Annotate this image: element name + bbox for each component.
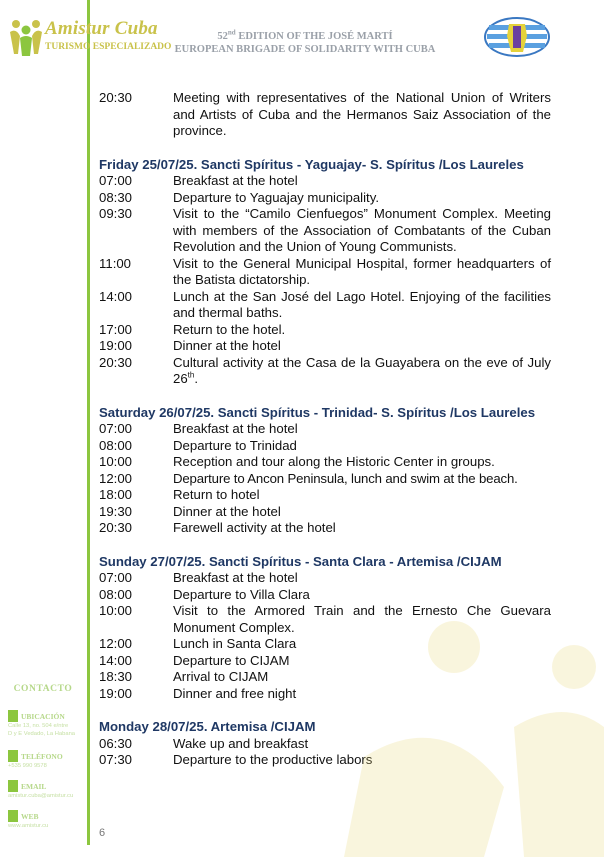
schedule-description: Farewell activity at the hotel — [173, 520, 336, 535]
schedule-description: Arrival to CIJAM — [173, 669, 269, 684]
schedule-row — [99, 90, 551, 140]
schedule-description: Reception and tour along the Historic Center in groups. — [173, 454, 495, 469]
schedule-time: 08:30 — [99, 189, 133, 205]
schedule-row — [99, 504, 551, 521]
contact-location-label: UBICACIÓN — [21, 711, 65, 721]
schedule-row — [99, 471, 551, 488]
contact-phone — [8, 750, 86, 770]
contact-phone-value: +535 990 9578 — [8, 763, 47, 769]
schedule-time: 07:30 — [99, 752, 133, 767]
schedule-time: 19:00 — [99, 685, 133, 701]
contact-web-value: www.amistur.cu — [8, 823, 49, 829]
amistur-logo — [8, 16, 172, 64]
schedule-description: Cultural activity at the Casa de la Guayabera on the eve of July 26th. — [173, 354, 551, 386]
schedule-description: Breakfast at the hotel — [173, 421, 298, 436]
contact-location — [8, 710, 86, 738]
schedule-row — [99, 206, 551, 256]
schedule-description: Wake up and breakfast — [173, 735, 309, 751]
schedule-description: Breakfast at the hotel — [173, 570, 298, 585]
schedule-description: Departure to Yaguajay municipality. — [173, 189, 379, 205]
contact-location-line2: D y E Vedado, La Habana — [8, 731, 76, 737]
schedule-time: 12:00 — [99, 636, 133, 651]
email-icon — [8, 780, 18, 792]
schedule-description: Dinner and free night — [173, 685, 297, 701]
contact-location-line1: Calle 13, no. 504 e/ntre — [8, 723, 69, 729]
contact-phone-label: TELÉFONO — [21, 751, 63, 761]
schedule-description: Visit to the General Municipal Hospital, former headquarters of the Batista dictatorship. — [173, 255, 551, 287]
schedule-time: 20:30 — [99, 520, 133, 535]
logo-subtitle: TURISMO ESPECIALIZADO — [45, 42, 172, 52]
schedule-row — [99, 173, 551, 190]
schedule-time: 19:00 — [99, 338, 133, 353]
globe-icon — [8, 810, 18, 822]
schedule-row — [99, 421, 551, 438]
schedule-description: Breakfast at the hotel — [173, 173, 298, 188]
contact-web-label: WEB — [21, 811, 39, 821]
schedule-time: 20:30 — [99, 90, 133, 105]
day-title-monday: Monday 28/07/25. Artemisa /CIJAM — [99, 719, 316, 734]
schedule-description: Departure to Ancon Peninsula, lunch and swim at the beach. — [173, 470, 518, 486]
schedule-row — [99, 355, 551, 388]
schedule-time: 09:30 — [99, 206, 133, 221]
header-title-line1: 52nd EDITION OF THE JOSÉ MARTÍ — [217, 28, 393, 42]
schedule-description: Visit to the “Camilo Cienfuegos” Monument Complex. Meeting with members of the Association of Combatants of the Cuban Revolution and the Union of Young Communists. — [173, 206, 551, 254]
schedule-description: Visit to the Armored Train and the Ernesto Che Guevara Monument Complex. — [173, 603, 551, 635]
schedule-description: Departure to Trinidad — [173, 437, 297, 453]
schedule-description: Meeting with representatives of the National Union of Writers and Artists of Cuba and the Hermanos Saiz Association of the province. — [173, 90, 551, 138]
schedule-description: Departure to the productive labors — [173, 752, 373, 767]
logo-name: Amistur Cuba — [45, 18, 158, 39]
schedule-time: 06:30 — [99, 735, 133, 751]
brigade-emblem-icon — [483, 16, 551, 58]
schedule-time: 07:00 — [99, 173, 133, 188]
schedule-time: 10:00 — [99, 603, 133, 618]
phone-icon — [8, 750, 18, 762]
schedule-time: 12:00 — [99, 470, 133, 486]
schedule-time: 14:00 — [99, 288, 133, 304]
schedule-time: 08:00 — [99, 586, 133, 602]
contact-web — [8, 810, 86, 830]
schedule-time: 07:00 — [99, 570, 133, 585]
contact-email-label: EMAIL — [21, 781, 47, 791]
schedule-description: Return to hotel — [173, 487, 260, 502]
day-title-sunday: Sunday 27/07/25. Sancti Spíritus - Santa Clara - Artemisa /CIJAM — [99, 553, 502, 569]
people-icon — [8, 18, 44, 58]
day-title-friday: Friday 25/07/25. Sancti Spíritus - Yaguajay- S. Spíritus /Los Laureles — [99, 156, 524, 172]
schedule-row — [99, 487, 551, 504]
schedule-time: 14:00 — [99, 652, 133, 668]
schedule-row — [99, 454, 551, 471]
schedule-row — [99, 438, 551, 455]
schedule-time: 18:00 — [99, 487, 133, 502]
schedule-row — [99, 190, 551, 207]
contact-title: CONTACTO — [13, 684, 73, 694]
contact-email-value: amistur.cuba@amistur.cu — [8, 793, 74, 799]
header-title-line2: EUROPEAN BRIGADE OF SOLIDARITY WITH CUBA — [174, 44, 436, 55]
schedule-time: 10:00 — [99, 454, 133, 469]
schedule-time: 19:30 — [99, 503, 133, 519]
schedule-description: Lunch at the San José del Lago Hotel. Enjoying of the facilities and thermal baths. — [173, 288, 551, 320]
schedule-time: 17:00 — [99, 321, 133, 337]
contact-email — [8, 780, 86, 800]
schedule-time: 18:30 — [99, 669, 133, 684]
schedule-description: Return to the hotel. — [173, 321, 286, 337]
schedule-time: 08:00 — [99, 437, 133, 453]
schedule-time: 20:30 — [99, 354, 133, 370]
sidebar-divider-line — [87, 0, 90, 845]
page-number: 6 — [99, 827, 106, 839]
header-title — [160, 30, 450, 56]
watermark-people-icon — [304, 527, 604, 857]
schedule-row — [99, 289, 551, 322]
schedule-time: 07:00 — [99, 421, 133, 436]
schedule-description: Departure to Villa Clara — [173, 586, 310, 602]
location-pin-icon — [8, 710, 18, 722]
contact-sidebar — [8, 684, 86, 830]
schedule-description: Dinner at the hotel — [173, 338, 281, 353]
day-title-saturday: Saturday 26/07/25. Sancti Spíritus - Trinidad- S. Spíritus /Los Laureles — [99, 404, 536, 420]
schedule-description: Lunch in Santa Clara — [173, 636, 297, 651]
schedule-description: Departure to CIJAM — [173, 652, 290, 668]
schedule-row — [99, 338, 551, 355]
schedule-description: Dinner at the hotel — [173, 503, 281, 519]
schedule-row — [99, 322, 551, 339]
schedule-time: 11:00 — [99, 255, 132, 271]
schedule-row — [99, 256, 551, 289]
